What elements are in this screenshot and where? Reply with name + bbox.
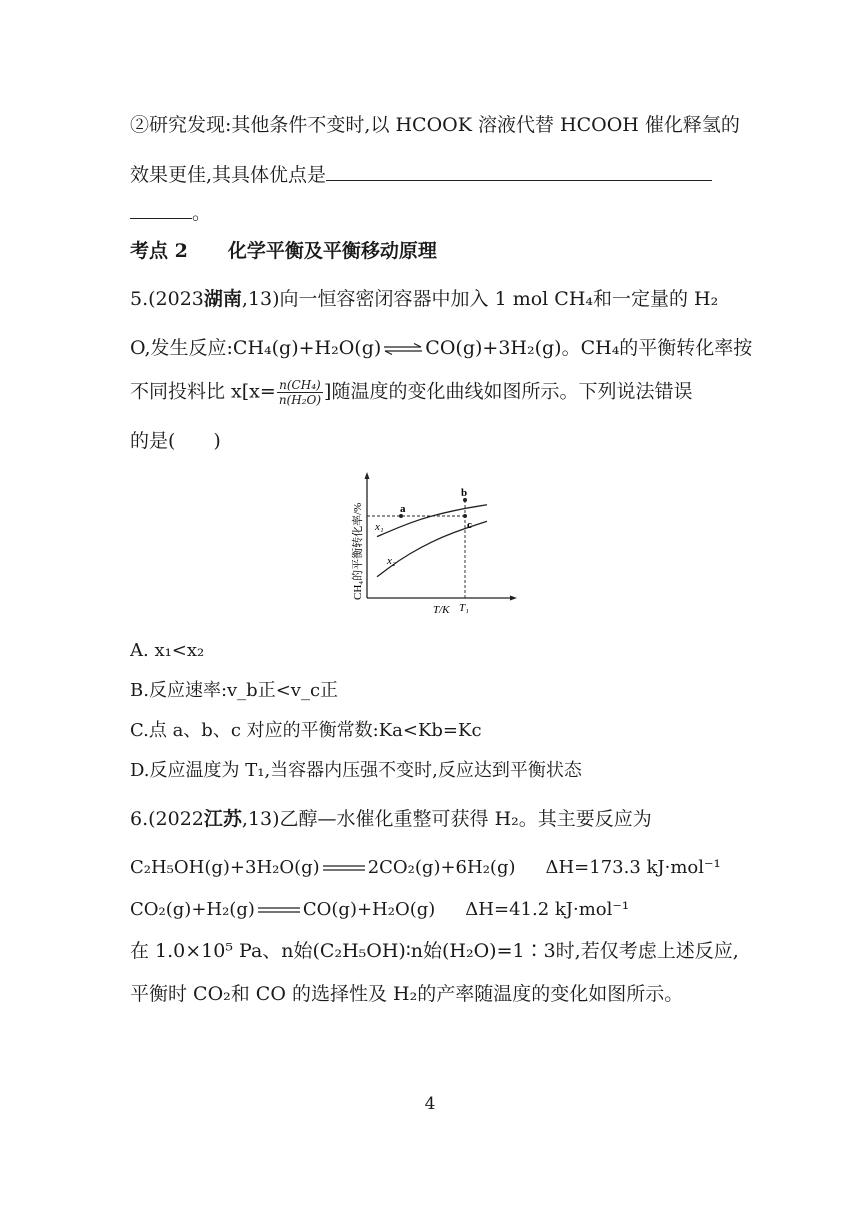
- q5-suffix: ,13)向一恒容密闭容器中加入 1 mol CH₄和一定量的 H₂: [241, 288, 719, 310]
- equilibrium-arrow-icon: [383, 343, 423, 355]
- y-axis-arrow-icon: [365, 472, 370, 479]
- q5-line4: 的是( ): [130, 430, 221, 452]
- q6-line1: [130, 806, 652, 832]
- q4-line2: [130, 160, 712, 188]
- point-c: [463, 514, 467, 518]
- q4-line3: [130, 198, 211, 226]
- x-axis-label: T/K: [433, 604, 450, 616]
- series-x2-label: x₂: [387, 555, 396, 567]
- conversion-chart: [345, 470, 525, 620]
- section-label: 考点 2: [130, 240, 188, 262]
- q6-suffix: ,13)乙醇—水催化重整可获得 H₂。其主要反应为: [241, 808, 652, 830]
- q5-prefix: 5.(2023: [130, 288, 204, 310]
- reaction-1-left: C₂H₅OH(g)+3H₂O(g): [130, 857, 320, 878]
- equals-arrow-icon: [322, 863, 366, 873]
- section-title: 化学平衡及平衡移动原理: [227, 240, 437, 262]
- page-number: 4: [424, 1094, 436, 1114]
- reaction-2: [130, 897, 629, 923]
- section-heading: [130, 238, 437, 264]
- option-d: D.反应温度为 T₁,当容器内压强不变时,反应达到平衡状态: [130, 760, 582, 781]
- q5-line2-a: O,发生反应:CH₄(g)+H₂O(g): [130, 337, 382, 359]
- reaction-2-right: CO(g)+H₂O(g): [302, 899, 436, 920]
- q4-line3-end: 。: [192, 202, 212, 224]
- q5-line1: [130, 286, 718, 312]
- option-c: C.点 a、b、c 对应的平衡常数:Ka<Kb=Kc: [130, 720, 482, 741]
- q6-source: 江苏: [203, 808, 242, 830]
- equals-arrow-icon: [257, 905, 301, 915]
- reaction-1: [130, 855, 721, 881]
- option-b: B.反应速率:v_b正<v_c正: [130, 680, 339, 701]
- q5-line3: [130, 378, 692, 407]
- reaction-2-dh: ΔH=41.2 kJ·mol⁻¹: [465, 899, 630, 920]
- fraction-numerator: n(CH₄): [279, 378, 321, 392]
- reaction-1-dh: ΔH=173.3 kJ·mol⁻¹: [545, 857, 721, 878]
- q4-line1: ②研究发现:其他条件不变时,以 HCOOK 溶液代替 HCOOH 催化释氢的: [130, 114, 740, 136]
- q6-prefix: 6.(2022: [130, 808, 204, 830]
- answer-blank-1[interactable]: [326, 160, 712, 181]
- point-c-label: c: [467, 519, 472, 531]
- q5-source: 湖南: [203, 288, 242, 310]
- reaction-1-right: 2CO₂(g)+6H₂(g): [367, 857, 516, 878]
- answer-blank-2[interactable]: [130, 198, 192, 219]
- q5-line2-b: CO(g)+3H₂(g)。CH₄的平衡转化率按: [425, 337, 753, 359]
- series-x1-label: x₁: [375, 521, 384, 533]
- point-b-label: b: [461, 487, 468, 499]
- q5-line3-a: 不同投料比 x[x=: [130, 380, 276, 403]
- q4-line2-text: 效果更佳,其具体优点是: [130, 164, 327, 186]
- q5-line3-b: ]随温度的变化曲线如图所示。下列说法错误: [324, 380, 693, 403]
- option-a: A. x₁<x₂: [130, 640, 205, 661]
- point-a-label: a: [400, 503, 406, 515]
- q5-line2: [130, 335, 752, 361]
- q6-conditions: 在 1.0×10⁵ Pa、n始(C₂H₅OH)∶n始(H₂O)=1∶3时,若仅考虑上述反应,: [130, 940, 739, 962]
- x-axis-arrow-icon: [510, 596, 517, 601]
- reaction-2-left: CO₂(g)+H₂(g): [130, 899, 255, 920]
- q6-last-line: 平衡时 CO₂和 CO 的选择性及 H₂的产率随温度的变化如图所示。: [130, 983, 684, 1005]
- ratio-fraction: [277, 378, 323, 407]
- fraction-denominator: n(H₂O): [278, 393, 322, 407]
- x-tick-t1: T₁: [459, 602, 469, 614]
- y-axis-label: CH₄的平衡转化率/%: [352, 502, 364, 600]
